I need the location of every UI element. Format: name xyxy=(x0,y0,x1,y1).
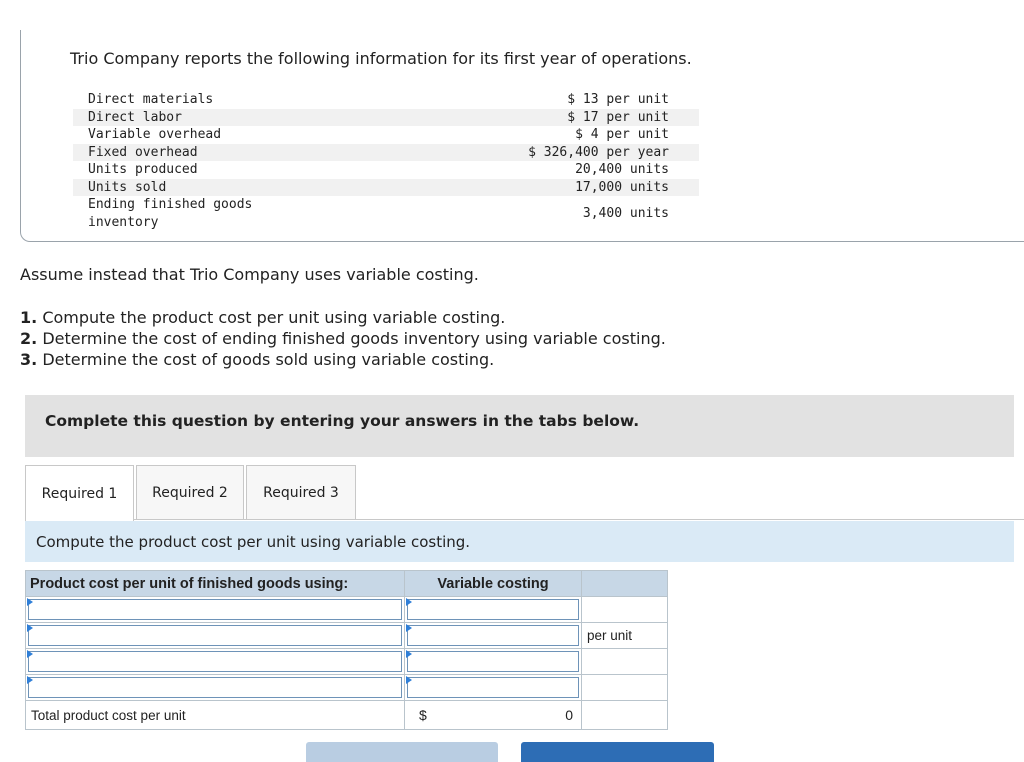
flag-icon xyxy=(27,598,33,606)
table-row xyxy=(73,91,699,109)
cost-amount-input[interactable] xyxy=(407,625,579,646)
row-label: Direct labor xyxy=(73,109,329,127)
flag-icon xyxy=(406,676,412,684)
question-item xyxy=(20,328,666,349)
instructions-banner xyxy=(25,395,1014,457)
total-value: 0 xyxy=(565,707,573,723)
grid-header-blank xyxy=(581,570,668,597)
grid-header-label: Product cost per unit of finished goods using: xyxy=(25,570,405,597)
flag-icon xyxy=(27,676,33,684)
next-button[interactable] xyxy=(521,742,714,762)
table-row xyxy=(73,126,699,144)
row-label: Direct materials xyxy=(88,92,214,107)
row-label: Ending finished goods inventory xyxy=(88,197,253,230)
cost-amount-input[interactable] xyxy=(407,599,579,620)
row-label: Units sold xyxy=(73,179,329,197)
tab-divider xyxy=(134,519,1024,520)
row-label: Units produced xyxy=(88,162,198,177)
unit-cell xyxy=(581,674,668,701)
cost-amount-cell xyxy=(404,648,582,675)
assume-text: Assume instead that Trio Company uses variable costing. xyxy=(20,265,479,284)
row-value: $ 326,400 per year xyxy=(329,144,699,162)
total-label: Total product cost per unit xyxy=(25,700,405,730)
cost-label-cell xyxy=(25,648,405,675)
row-label: Fixed overhead xyxy=(73,144,329,162)
banner-text: Complete this question by entering your answers in the tabs below. xyxy=(45,412,640,430)
flag-icon xyxy=(406,624,412,632)
flag-icon xyxy=(27,650,33,658)
flag-icon xyxy=(406,598,412,606)
question-number: 2. xyxy=(20,329,38,348)
table-row xyxy=(73,144,699,162)
question-list xyxy=(20,307,666,370)
unit-cell xyxy=(581,700,668,730)
cost-amount-input[interactable] xyxy=(407,651,579,672)
cost-amount-cell xyxy=(404,596,582,623)
row-value: $ 17 per unit xyxy=(329,109,699,127)
info-table xyxy=(73,91,699,231)
question-item xyxy=(20,307,666,328)
total-currency: $ xyxy=(419,707,427,723)
instruction-text: Compute the product cost per unit using variable costing. xyxy=(36,533,471,551)
cost-label-cell xyxy=(25,622,405,649)
cost-label-input[interactable] xyxy=(28,651,402,672)
unit-cell xyxy=(581,648,668,675)
question-number: 3. xyxy=(20,350,38,369)
answer-grid xyxy=(25,570,668,730)
per-unit-label: per unit xyxy=(581,622,668,649)
table-row xyxy=(73,161,699,179)
cost-label-input[interactable] xyxy=(28,677,402,698)
row-value: $ 4 per unit xyxy=(575,127,669,142)
tab-required-1[interactable]: Required 1 xyxy=(25,465,134,521)
cost-amount-input[interactable] xyxy=(407,677,579,698)
flag-icon xyxy=(27,624,33,632)
intro-text: Trio Company reports the following information for its first year of operations. xyxy=(70,49,692,68)
question-text: Determine the cost of ending finished goods inventory using variable costing. xyxy=(42,329,666,348)
cost-label-input[interactable] xyxy=(28,599,402,620)
table-row xyxy=(73,196,699,231)
cost-label-cell xyxy=(25,674,405,701)
cost-label-input[interactable] xyxy=(28,625,402,646)
tab-instruction xyxy=(25,521,1014,562)
flag-icon xyxy=(406,650,412,658)
question-text: Compute the product cost per unit using variable costing. xyxy=(42,308,506,327)
cost-amount-cell xyxy=(404,674,582,701)
question-item xyxy=(20,349,666,370)
total-value-cell xyxy=(404,700,582,730)
table-row xyxy=(73,179,699,197)
cost-amount-cell xyxy=(404,622,582,649)
grid-header-variable-costing: Variable costing xyxy=(404,570,582,597)
tab-required-3[interactable]: Required 3 xyxy=(246,465,356,520)
unit-cell xyxy=(581,596,668,623)
row-value: 20,400 units xyxy=(575,162,669,177)
row-label: Variable overhead xyxy=(88,127,222,142)
row-value: $ 13 per unit xyxy=(567,92,669,107)
tab-required-2[interactable]: Required 2 xyxy=(136,465,244,520)
table-row xyxy=(73,109,699,127)
question-number: 1. xyxy=(20,308,38,327)
row-value: 3,400 units xyxy=(582,205,669,221)
cost-label-cell xyxy=(25,596,405,623)
question-text: Determine the cost of goods sold using variable costing. xyxy=(42,350,495,369)
prev-button[interactable] xyxy=(306,742,498,762)
row-value: 17,000 units xyxy=(329,179,699,197)
